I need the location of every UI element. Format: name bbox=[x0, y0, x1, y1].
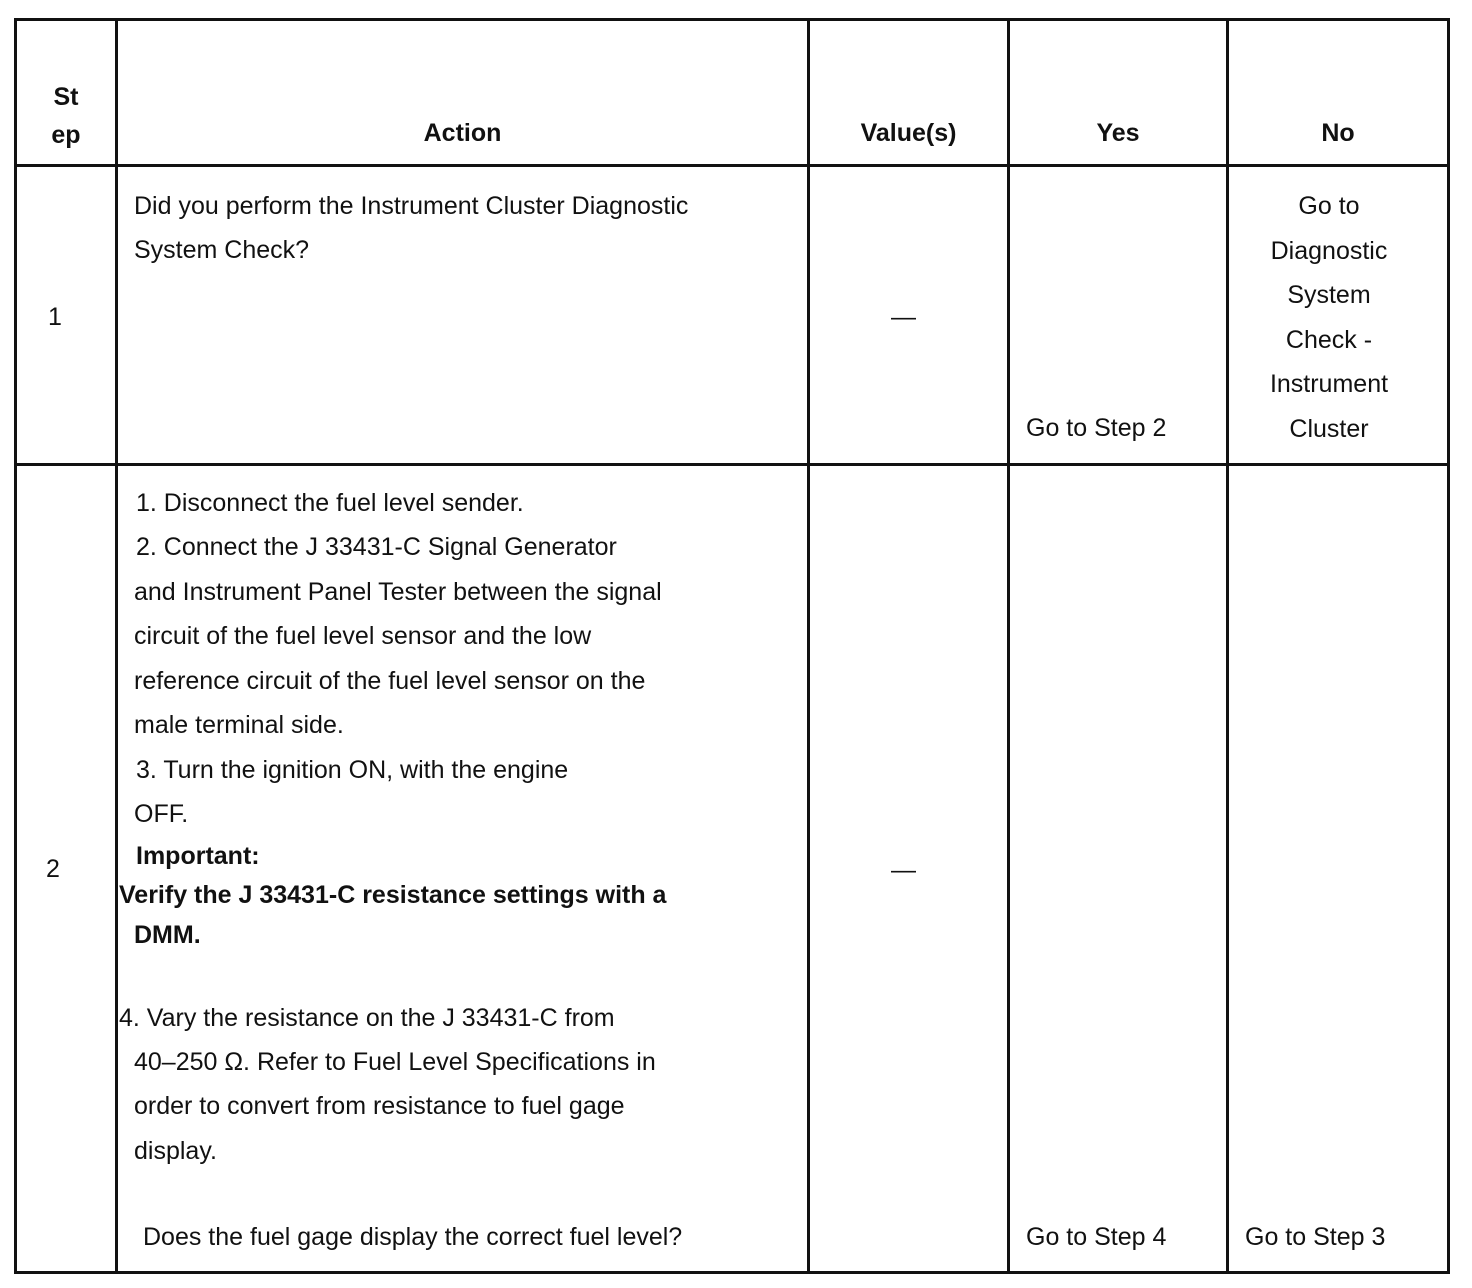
no-cell: Go to Step 3 bbox=[1245, 1223, 1386, 1251]
header-values: Value(s) bbox=[860, 119, 957, 147]
step-number: 2 bbox=[46, 855, 60, 883]
action-question: Does the fuel gage display the correct fuel level? bbox=[143, 1223, 683, 1251]
yes-cell: Go to Step 4 bbox=[1026, 1223, 1167, 1251]
action-list-item: 2. Connect the J 33431-C Signal Generator bbox=[136, 533, 617, 561]
no-cell-line: Cluster bbox=[1289, 414, 1369, 443]
no-cell-line: Go to bbox=[1298, 192, 1360, 220]
yes-cell: Go to Step 2 bbox=[1026, 414, 1167, 442]
row-divider bbox=[14, 463, 1450, 466]
step-number: 1 bbox=[48, 303, 62, 331]
column-divider bbox=[1007, 18, 1010, 1274]
action-text: OFF. bbox=[134, 800, 189, 828]
header-step-line: St bbox=[53, 83, 79, 111]
value-cell: — bbox=[891, 303, 916, 331]
important-note: Verify the J 33431-C resistance settings with a bbox=[119, 881, 667, 909]
action-text: 40–250 Ω. Refer to Fuel Level Specifications in bbox=[134, 1048, 656, 1076]
value-cell: — bbox=[891, 856, 916, 884]
column-divider bbox=[807, 18, 810, 1274]
header-no: No bbox=[1321, 119, 1355, 147]
header-yes: Yes bbox=[1096, 119, 1140, 147]
action-text: order to convert from resistance to fuel gage bbox=[134, 1092, 625, 1120]
no-cell-line: Diagnostic bbox=[1270, 236, 1388, 265]
action-text: Did you perform the Instrument Cluster Diagnostic bbox=[134, 192, 689, 220]
header-step-line: ep bbox=[51, 121, 81, 149]
important-label: Important: bbox=[136, 842, 260, 870]
action-text: circuit of the fuel level sensor and the low bbox=[134, 622, 592, 650]
no-cell-line: System bbox=[1287, 281, 1371, 309]
no-cell-line: Instrument bbox=[1269, 370, 1389, 398]
row-divider bbox=[14, 164, 1450, 167]
action-text: display. bbox=[134, 1137, 217, 1165]
action-list-item: 3. Turn the ignition ON, with the engine bbox=[136, 756, 569, 784]
action-list-item: 4. Vary the resistance on the J 33431-C from bbox=[119, 1004, 615, 1032]
important-note: DMM. bbox=[134, 921, 201, 949]
action-list-item: 1. Disconnect the fuel level sender. bbox=[136, 489, 524, 517]
action-text: reference circuit of the fuel level sensor on the bbox=[134, 667, 646, 695]
action-text: System Check? bbox=[134, 236, 310, 264]
action-text: male terminal side. bbox=[134, 711, 344, 739]
header-step bbox=[17, 78, 115, 154]
column-divider bbox=[115, 18, 118, 1274]
no-cell bbox=[1229, 184, 1429, 451]
no-cell-line: Check - bbox=[1285, 325, 1373, 354]
action-text: and Instrument Panel Tester between the signal bbox=[134, 578, 662, 606]
header-action: Action bbox=[423, 119, 502, 147]
